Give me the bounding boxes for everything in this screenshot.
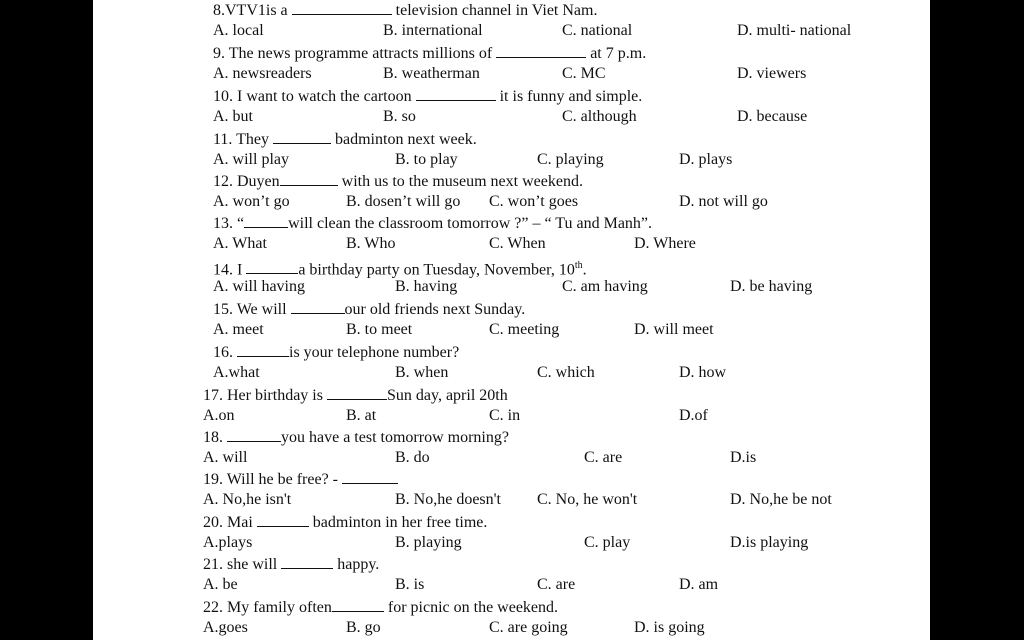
question-text-before: I want to watch the cartoon [237,88,416,105]
question-text-before: Her birthday is [227,387,327,404]
question-text-after: badminton next week. [331,131,477,148]
option-a: A. What [213,235,267,252]
option-b: B. No,he doesn't [395,491,501,508]
question-text-before: she will [227,556,282,573]
question-19 [203,469,398,489]
option-c: C. are going [489,619,568,636]
option-c: C. which [537,364,595,381]
question-number: 19. [203,471,227,488]
question-16 [213,342,459,362]
option-d: D. be having [730,278,813,295]
option-a: A.what [213,364,260,381]
option-a: A.on [203,407,235,424]
option-b: B. do [395,449,430,466]
answer-blank [327,385,387,400]
option-d: D. No,he be not [730,491,832,508]
option-c: C. playing [537,151,604,168]
option-a: A. will having [213,278,305,295]
option-a: A. local [213,22,264,39]
option-b: B. international [383,22,483,39]
option-a: A. but [213,108,253,125]
question-text-after: television channel in Viet Nam. [391,2,598,19]
option-d: D. viewers [737,65,807,82]
option-a: A. will [203,449,248,466]
question-text-before: Mai [227,514,257,531]
ordinal-suffix: th [574,260,583,271]
question-text-end: . [582,261,587,279]
question-number: 13. [213,215,237,232]
question-17 [203,385,508,405]
question-text-after: it is funny and simple. [495,88,643,105]
option-a: A.goes [203,619,248,636]
question-21 [203,554,379,574]
option-b: B. having [395,278,458,295]
question-number: 10. [213,88,237,105]
question-number: 22. [203,599,227,616]
question-text-after: will clean the classroom tomorrow ?” – “ Tu and Manh”. [288,215,653,232]
question-number: 17. [203,387,227,404]
answer-blank [291,299,345,314]
option-d: D. am [679,576,719,593]
option-a: A. be [203,576,238,593]
option-a: A.plays [203,534,253,551]
question-text-after: Sun day, april 20th [386,387,508,404]
answer-blank [281,554,333,569]
question-10 [213,86,642,106]
option-b: B. at [346,407,377,424]
option-a: A. won’t go [213,193,290,210]
answer-blank [496,43,586,58]
option-a: A. will play [213,151,289,168]
option-a: A. No,he isn't [203,491,292,508]
option-b: B. playing [395,534,462,551]
question-11 [213,129,477,149]
question-text-before: They [236,131,273,148]
option-b: B. Who [346,235,396,252]
question-text-after: at 7 p.m. [586,45,647,62]
option-c: C. am having [562,278,648,295]
option-c: C. play [584,534,631,551]
answer-blank [237,342,289,357]
option-d: D. Where [634,235,696,252]
question-number: 9. [213,45,229,62]
question-15 [213,299,525,319]
answer-blank [257,512,309,527]
question-text-after: you have a test tomorrow morning? [281,429,509,446]
option-c: C. When [489,235,546,252]
option-c: C. are [537,576,576,593]
question-text-before: VTV1is a [225,2,292,19]
question-number: 11. [213,131,237,148]
question-number: 21. [203,556,227,573]
question-number: 15. [213,301,237,318]
question-18 [203,427,509,447]
answer-blank [227,427,281,442]
option-b: B. dosen’t will go [346,193,461,210]
option-b: B. is [395,576,425,593]
question-20 [203,512,487,532]
question-text-after: with us to the museum next weekend. [337,173,583,190]
answer-blank [244,213,288,228]
question-number: 18. [203,429,227,446]
option-a: A. newsreaders [213,65,312,82]
option-a: A. meet [213,321,264,338]
question-text-after: for picnic on the weekend. [383,599,559,616]
option-c: C. in [489,407,521,424]
option-c: C. meeting [489,321,560,338]
question-text-before: The news programme attracts millions of [228,45,497,62]
answer-blank [246,259,298,274]
question-text-before: My family often [227,599,332,616]
answer-blank [292,0,392,15]
question-number: 12. [213,173,237,190]
option-b: B. go [346,619,381,636]
option-b: B. when [395,364,449,381]
question-number: 16. [213,344,237,361]
question-text-before: We will [236,301,291,318]
option-d: D.of [679,407,708,424]
option-d: D.is playing [730,534,809,551]
option-b: B. to meet [346,321,413,338]
option-b: B. so [383,108,416,125]
question-text-after: a birthday party on Tuesday, November, 10 [298,261,575,279]
question-12 [213,171,583,191]
option-b: B. to play [395,151,458,168]
option-b: B. weatherman [383,65,480,82]
option-c: C. are [584,449,623,466]
option-c: C. although [562,108,637,125]
question-text-before: Will he be free? - [226,471,343,488]
option-d: D. multi- national [737,22,852,39]
option-d: D. because [737,108,808,125]
answer-blank [280,171,338,186]
question-13 [213,213,652,233]
option-d: D. how [679,364,727,381]
question-number: 8. [213,2,225,19]
question-text-before: “ [237,215,245,232]
option-c: C. national [562,22,633,39]
answer-blank [332,597,384,612]
question-22 [203,597,558,617]
question-text-after: our old friends next Sunday. [344,301,526,318]
answer-blank [273,129,331,144]
option-d: D. not will go [679,193,768,210]
answer-blank [342,469,398,484]
question-text-before: I [237,261,247,279]
option-c: C. won’t goes [489,193,579,210]
question-number: 20. [203,514,227,531]
option-d: D.is [730,449,757,466]
answer-blank [416,86,496,101]
question-text-after: is your telephone number? [289,344,460,361]
option-c: C. No, he won't [537,491,638,508]
question-text-before: Duyen [237,173,280,190]
question-14 [213,256,587,279]
option-c: C. MC [562,65,606,82]
question-8 [213,0,597,20]
question-text-after: happy. [333,556,380,573]
option-d: D. plays [679,151,733,168]
question-text-after: badminton in her free time. [308,514,488,531]
option-d: D. will meet [634,321,714,338]
option-d: D. is going [634,619,705,636]
question-number: 14. [213,261,237,279]
question-9 [213,43,646,63]
